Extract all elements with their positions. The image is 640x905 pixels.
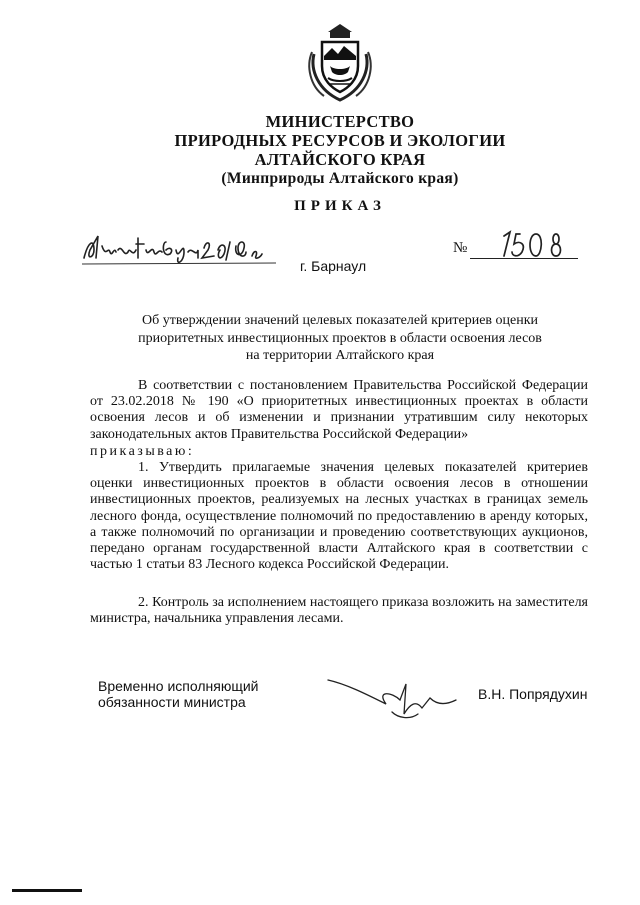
- ministry-name-line-1: МИНИСТЕРСТВО: [265, 112, 415, 131]
- city-name: г. Барнаул: [300, 258, 367, 274]
- order-title: ПРИКАЗ: [294, 198, 386, 214]
- handwritten-order-number: [496, 226, 576, 262]
- altai-coat-of-arms-emblem: [300, 22, 380, 104]
- subject-line-2: приоритетных инвестиционных проектов в области освоения лесов: [138, 330, 542, 346]
- bottom-rule: [12, 889, 82, 892]
- order-item-1: 1. Утвердить прилагаемые значения целевых показателей критериев оценки инвестиционных проектов в области освоения лесов в отношении инвестиционных проектов, реализуемых на лесных участках в границах земель лесного фонда, осуществление полномочий по предоставлению в аренду которых, а также полномочий по организации и проведению соответствующих аукционов, передано органам государственной власти Алтайского края в соответствии с частью 1 статьи 83 Лесного кодекса Российской Федерации.: [90, 460, 588, 573]
- subject-line-1: Об утверждении значений целевых показателей критериев оценки: [141, 313, 539, 328]
- signer-position: [98, 678, 258, 710]
- signer-name: В.Н. Попрядухин: [478, 686, 588, 702]
- order-subject: [90, 312, 590, 365]
- ministry-name-line-2: ПРИРОДНЫХ РЕСУРСОВ И ЭКОЛОГИИ: [174, 131, 506, 150]
- ministry-short-name: (Минприроды Алтайского края): [221, 170, 459, 187]
- order-item-2: 2. Контроль за исполнением настоящего приказа возложить на заместителя министра, начальника управления лесами.: [90, 595, 588, 627]
- signer-position-line-1: Временно исполняющий: [98, 678, 259, 694]
- order-command-word: приказываю:: [90, 444, 195, 459]
- subject-line-3: на территории Алтайского края: [245, 348, 435, 363]
- handwritten-signature: [326, 670, 476, 725]
- signer-position-line-2: обязанности министра: [98, 694, 246, 710]
- handwritten-date: [80, 228, 280, 270]
- ministry-name-line-3: АЛТАЙСКОГО КРАЯ: [254, 150, 426, 169]
- order-number-label: №: [453, 240, 468, 256]
- preamble-paragraph: В соответствии с постановлением Правительства Российской Федерации от 23.02.2018 № 190 «О приоритетных инвестиционных проектах в области освоения лесов и об изменении и признании утратившим силу некоторых законодательных актов Правительства Российской Федерации»: [90, 378, 588, 442]
